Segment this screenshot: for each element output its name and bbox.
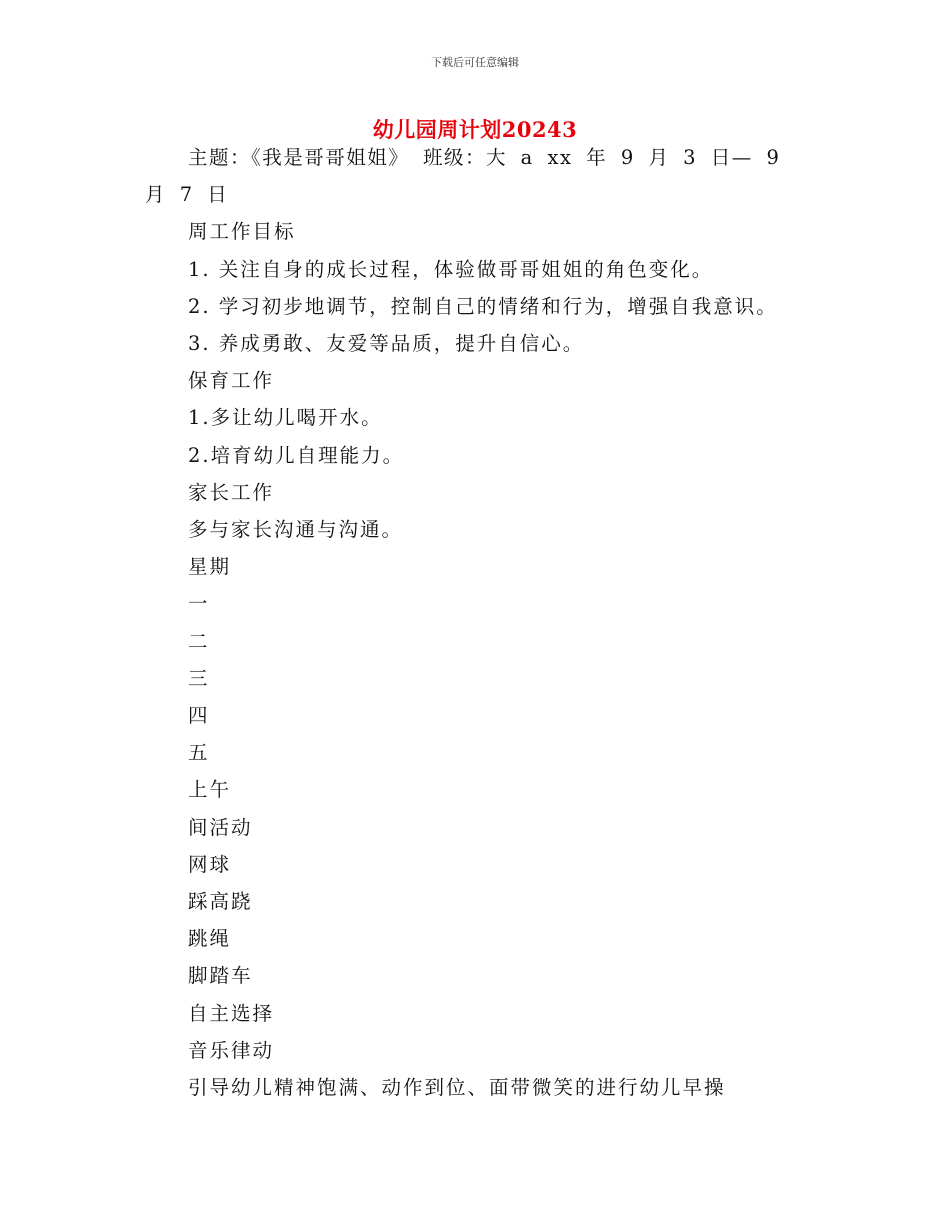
activity-tennis: 网球: [188, 852, 232, 876]
weekday-3: 三: [188, 666, 210, 690]
morning-label: 上午: [188, 778, 232, 802]
weekday-1: 一: [188, 592, 210, 616]
intro-paragraph: 主题：《我是哥哥姐姐》 班级：大 a xx 年 9 月 3 日— 9 月 7 日: [145, 146, 781, 207]
section-heading-care-work: 保育工作: [188, 369, 275, 393]
weekday-4: 四: [188, 704, 210, 728]
activity-tricycle: 脚踏车: [188, 964, 253, 988]
morning-exercise-note: 引导幼儿精神饱满、动作到位、面带微笑的进行幼儿早操: [188, 1076, 726, 1100]
parent-item: 多与家长沟通与沟通。: [188, 518, 404, 542]
care-item-1: 1.多让幼儿喝开水。: [188, 406, 383, 430]
document-title: 幼儿园周计划20243: [372, 117, 578, 142]
weekday-5: 五: [188, 741, 210, 765]
weekday-heading: 星期: [188, 555, 232, 579]
activity-stilts: 踩高跷: [188, 890, 253, 914]
goal-item-1: 1. 关注自身的成长过程，体验做哥哥姐姐的角色变化。: [188, 257, 714, 281]
care-item-2: 2.培育幼儿自理能力。: [188, 443, 405, 467]
activity-jump-rope: 跳绳: [188, 927, 232, 951]
document-body: [145, 139, 805, 1106]
weekday-2: 二: [188, 629, 210, 653]
section-heading-parent-work: 家长工作: [188, 480, 275, 504]
page-header-note: 下载后可任意编辑: [431, 56, 519, 69]
goal-item-2: 2. 学习初步地调节，控制自己的情绪和行为，增强自我意识。: [188, 294, 778, 318]
activity-music-rhythm: 音乐律动: [188, 1038, 275, 1062]
activity-label: 间活动: [188, 815, 253, 839]
goal-item-3: 3. 养成勇敢、友爱等品质，提升自信心。: [188, 332, 585, 356]
activity-free-choice: 自主选择: [188, 1001, 275, 1025]
section-heading-weekly-goals: 周工作目标: [188, 220, 296, 244]
